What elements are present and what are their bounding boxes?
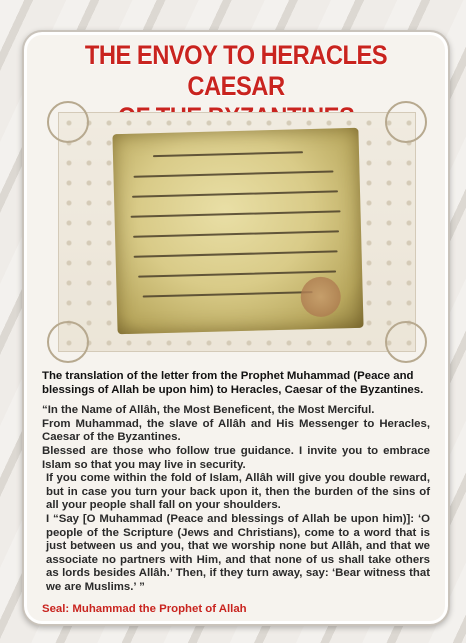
letter-paragraph: I “Say [O Muhammad (Peace and blessings of Allah be upon him)]: ‘O people of the Scripture (Jews and Christians), come to a word that is just between us and you, that we worship none but Allâh, and that we associate no partners with Him, and that none of us shall take others as lords besides Allâh.’ Then, if they turn away, say: ‘Bear witness that we are Muslims.’ ” — [46, 512, 430, 593]
script-line — [134, 250, 338, 257]
script-line — [143, 291, 313, 297]
manuscript-seal — [300, 276, 341, 317]
letter-body — [42, 404, 430, 594]
title-line-1: THE ENVOY TO HERACLES CAESAR — [84, 40, 388, 101]
script-line — [134, 170, 334, 177]
manuscript-frame — [58, 112, 416, 352]
translation-text — [42, 370, 430, 616]
script-line — [133, 230, 339, 237]
frame-corner-ornament — [47, 321, 89, 363]
script-line — [131, 210, 341, 217]
frame-corner-ornament — [385, 101, 427, 143]
letter-paragraph: Blessed are those who follow true guidance. I invite you to embrace Islam so that you may live in security. — [42, 444, 430, 471]
letter-paragraph: If you come within the fold of Islam, Allâh will give you double reward, but in case you turn your back upon it, then the burden of the sins of all your people shall fall on your shoulders. — [46, 472, 430, 512]
translation-intro: The translation of the letter from the Prophet Muhammad (Peace and blessings of Allah be upon him) to Heracles, Caesar of the Byzantines. — [42, 370, 424, 396]
script-line — [138, 270, 336, 277]
letter-paragraph: “In the Name of Allâh, the Most Beneficent, the Most Merciful. — [42, 404, 375, 417]
content-card — [22, 30, 450, 626]
frame-corner-ornament — [385, 321, 427, 363]
letter-manuscript-image — [112, 128, 363, 334]
letter-paragraph: From Muhammad, the slave of Allâh and His Messenger to Heracles, Caesar of the Byzantines. — [42, 417, 430, 444]
seal-caption: Seal: Muhammad the Prophet of Allah — [42, 602, 247, 615]
script-line — [132, 190, 338, 197]
script-line — [153, 151, 303, 157]
frame-corner-ornament — [47, 101, 89, 143]
